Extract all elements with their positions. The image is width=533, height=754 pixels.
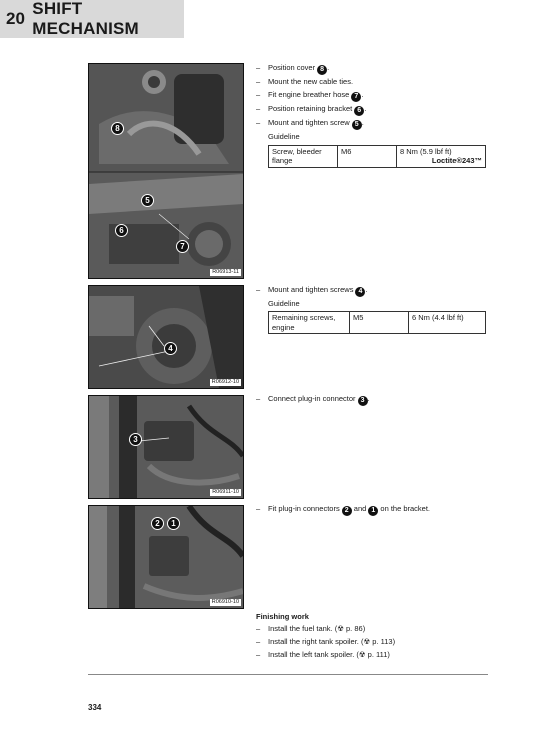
callout-2: 2 — [151, 517, 164, 530]
callout-3: 3 — [129, 433, 142, 446]
spec-torque: 6 Nm (4.4 lbf ft) — [409, 312, 486, 334]
section-1-steps — [256, 61, 506, 168]
step: – Mount the new cable ties. — [256, 77, 354, 86]
chapter-header — [0, 0, 184, 38]
marker-2: 2 — [342, 506, 352, 516]
spec-thread: M5 — [350, 312, 409, 334]
spec-part: Screw, bleeder flange — [269, 145, 338, 167]
step: – Fit plug-in connectors 2 and 1 on the bracket. — [256, 504, 431, 514]
torque-table-2 — [268, 311, 486, 334]
callout-4: 4 — [164, 342, 177, 355]
callout-6: 6 — [115, 224, 128, 237]
marker-3: 3 — [358, 396, 368, 406]
marker-1: 1 — [368, 506, 378, 516]
marker-5: 5 — [352, 120, 362, 130]
figure-3-photo — [88, 395, 244, 499]
figure-1-label: R06913-11 — [212, 268, 239, 275]
callout-7: 7 — [176, 240, 189, 253]
step: – Mount and tighten screw 5 . — [256, 118, 364, 129]
list-item[interactable]: – Install the right tank spoiler. (☢ p. 113) — [256, 637, 396, 647]
section-2-steps — [256, 283, 506, 334]
callout-1: 1 — [167, 517, 180, 530]
guideline-label: Guideline — [268, 132, 300, 142]
callout-8: 8 — [111, 122, 124, 135]
step: – Mount and tighten screws 4 . — [256, 285, 368, 295]
step: – Fit engine breather hose 7 . — [256, 90, 364, 101]
figure-1-photo — [88, 63, 244, 279]
marker-6: 6 — [354, 106, 364, 116]
chapter-number: 20 — [6, 9, 25, 28]
finishing-work-list — [256, 622, 506, 662]
chapter-title: SHIFT MECHANISM — [32, 0, 139, 38]
spec-loctite: Loctite®243™ — [431, 156, 482, 166]
marker-7: 7 — [351, 92, 361, 102]
step: – Position retaining bracket 6 . — [256, 104, 367, 115]
figure-2-photo — [88, 285, 244, 389]
spec-thread: M6 — [338, 145, 397, 167]
figure-2-label: R06912-10 — [211, 378, 239, 385]
callout-5: 5 — [141, 194, 154, 207]
marker-4: 4 — [355, 287, 365, 297]
page-number: 334 — [88, 703, 102, 712]
step: – Connect plug-in connector 3 . — [256, 394, 370, 404]
section-4-steps — [256, 502, 506, 516]
figure-3-label: R06911-10 — [212, 488, 239, 495]
step: – Position cover 8 . — [256, 63, 330, 73]
figure-4-label: R06910-10 — [211, 598, 239, 605]
spec-torque: 8 Nm (5.9 lbf ft) Loctite®243™ — [397, 145, 486, 167]
list-item[interactable]: – Install the left tank spoiler. (☢ p. 111) — [256, 650, 390, 660]
footer-divider — [88, 674, 488, 675]
finishing-work-title: Finishing work — [256, 612, 309, 621]
torque-table-1 — [268, 145, 486, 168]
marker-8: 8 — [317, 65, 327, 75]
section-3-steps — [256, 392, 506, 406]
guideline-label: Guideline — [268, 299, 300, 308]
figure-4-photo — [88, 505, 244, 609]
spec-part: Remaining screws, engine — [269, 312, 350, 334]
list-item[interactable]: – Install the fuel tank. (☢ p. 86) — [256, 624, 366, 633]
